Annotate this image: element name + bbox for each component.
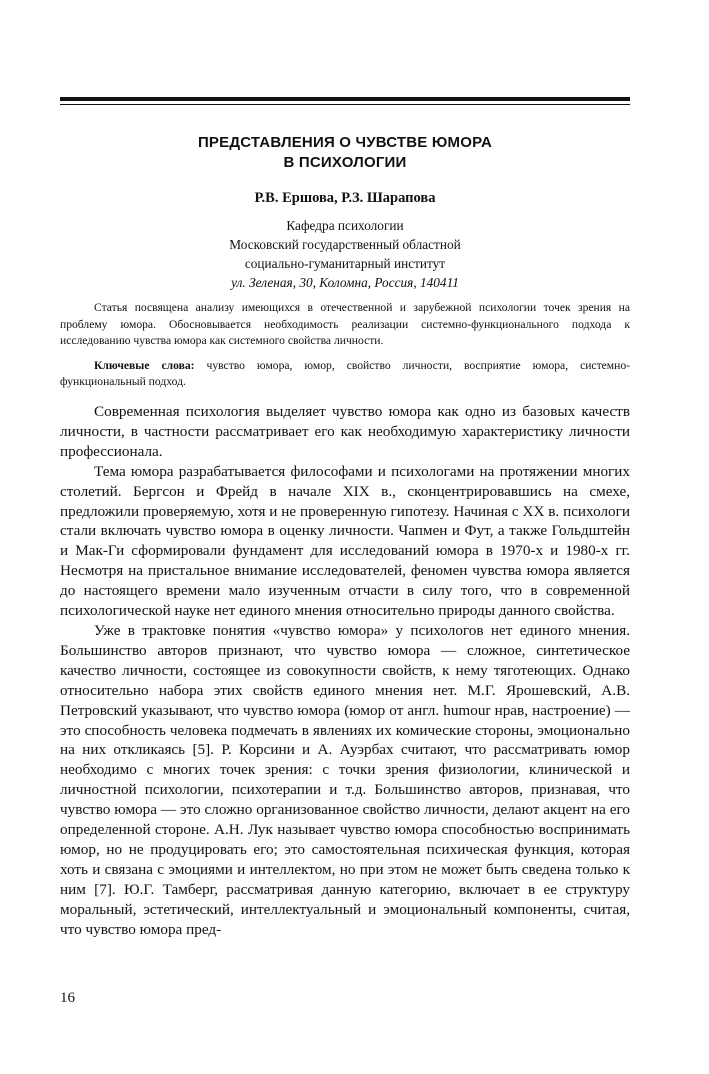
affiliation-institution-1: Московский государственный областной (229, 237, 461, 252)
title-line-2: В ПСИХОЛОГИИ (283, 154, 407, 171)
abstract (60, 300, 630, 391)
title-line-1: ПРЕДСТАВЛЕНИЯ О ЧУВСТВЕ ЮМОРА (197, 134, 493, 151)
keywords-list: чувство юмора, юмор, свойство личности, восприятие юмора, системно-функциональный подход. (60, 358, 630, 388)
body-paragraph-1: Современная психология выделяет чувство юмора как одно из базовых качеств личности, в частности рассматривает его как необходимую характеристику личности профессионала. (60, 403, 630, 460)
affiliation (60, 216, 630, 292)
authors: Р.В. Ершова, Р.З. Шарапова (254, 190, 436, 206)
affiliation-department: Кафедра психологии (286, 218, 404, 233)
abstract-text: Статья посвящена анализу имеющихся в отечественной и зарубежной психологии точек зрения на проблему юмора. Обосновывается необходимость реализации системно-функционального подхода к исследованию чувства юмора как системного свойства личности. (60, 301, 630, 347)
article-body (60, 402, 630, 939)
body-paragraph-2: Тема юмора разрабатывается философами и психологами на протяжении многих столетий. Бергсон и Фрейд в начале XIX в., сконцентрировавшись на смехе, предложили проверяемую, хотя и не проверенную гипотезу. Начиная с XX в. психологи стали включать чувство юмора в оценку личности. Чапмен и Фут, а также Гольдштейн и Мак-Ги сформировали фундамент для исследований юмора в 1970-х и 1980-х гг. Несмотря на пристальное внимание исследователей, феномен чувства юмора является до настоящего времени мало изученным отчасти в силу того, что в современной психологической науке нет единого мнения относительно природы данного свойства. (60, 462, 630, 620)
keywords-label: Ключевые слова: (94, 358, 195, 372)
affiliation-address: ул. Зеленая, 30, Коломна, Россия, 140411 (231, 275, 459, 290)
keywords (60, 358, 630, 391)
article-title (60, 133, 630, 173)
affiliation-institution-2: социально-гуманитарный институт (244, 256, 446, 271)
page-number: 16 (60, 990, 75, 1006)
body-paragraph-3: Уже в трактовке понятия «чувство юмора» у психологов нет единого мнения. Большинство авторов признают, что чувство юмора — сложное, синтетическое качество личности, состоящее из совокупности свойств, к нему тяготеющих. Однако относительно набора этих свойств единого мнения нет. М.Г. Ярошевский, А.В. Петровский указывают, что чувство юмора (юмор от англ. humour нрав, настроение) — это способность человека подмечать в явлениях их комические стороны, эмоционально на них откликаясь [5]. Р. Корсини и А. Ауэрбах считают, что рассматривать юмор необходимо с многих точек зрения: с точки зрения физиологии, клинической и личностной психологии, психотерапии и т.д. Большинство авторов, признавая, что чувство юмора — это сложно организованное свойство личности, делают акцент на его определенной стороне. А.Н. Лук называет чувство юмора способностью воспринимать юмор, но не продуцировать его; это самостоятельная психическая функция, которая хоть и связана с эмоциями и интеллектом, но при этом не может быть сведена только к ним [7]. Ю.Г. Тамберг, рассматривая данную категорию, включает в ее структуру моральный, эстетический, интеллектуальный и эмоциональный компоненты, считая, что чувство юмора пред- (60, 621, 630, 938)
header-rule-thin (60, 104, 630, 105)
header-rule-thick (60, 97, 630, 101)
